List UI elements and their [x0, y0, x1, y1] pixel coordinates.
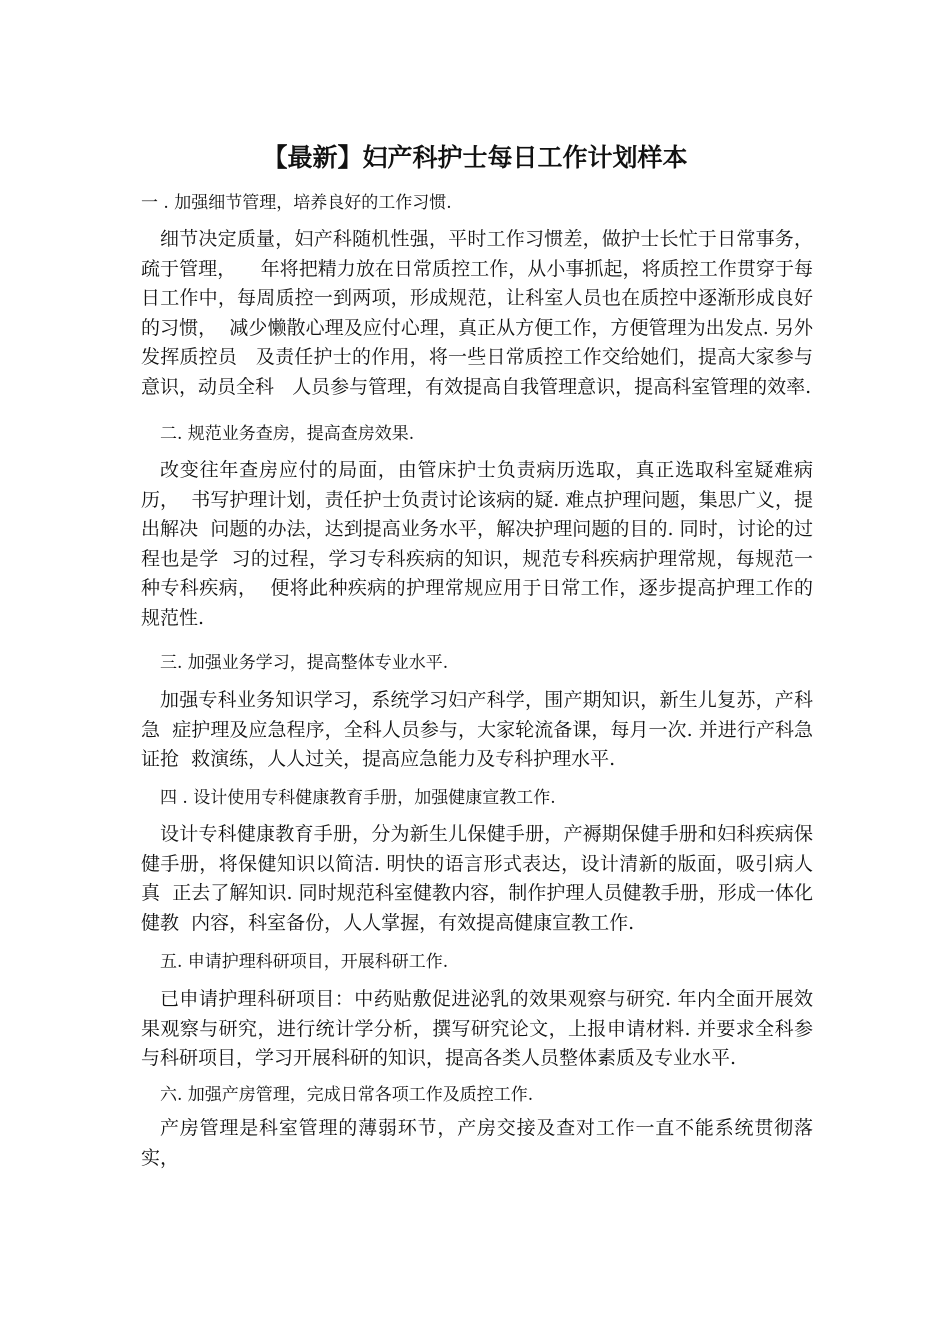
section-body-1: 细节决定质量，妇产科随机性强，平时工作习惯差，做护士长忙于日常事务，疏于管理， 年将把精力放在日常质控工作，从小事抓起，将质控工作贯穿于每日工作中，每周质控一到两项，形成规范，让科室人员也在质控中逐渐形成良好的习惯， 减少懒散心理及应付心理，真正从方便工作，方便管理为出发点. 另外发挥质控员 及责任护士的作用，将一些日常质控工作交给她们，提高大家参与意识，动员全科 人员参与管理，有效提高自我管理意识，提高科室管理的效率. [141, 228, 813, 398]
section-heading-4: 四 . 设计使用专科健康教育手册，加强健康宣教工作. [160, 788, 556, 808]
section-body-2: 改变往年查房应付的局面，由管床护士负责病历选取，真正选取科室疑难病历， 书写护理计划，责任护士负责讨论该病的疑. 难点护理问题，集思广义，提出解决 问题的办法，达到提高业务水平，解决护理问题的目的. 同时，讨论的过程也是学 习的过程，学习专科疾病的知识，规范专科疾病护理常规，每规范一种专科疾病， 便将此种疾病的护理常规应用于日常工作，逐步提高护理工作的规范性. [141, 459, 813, 629]
section-body-4: 设计专科健康教育手册，分为新生儿保健手册，产褥期保健手册和妇科疾病保 健手册，将保健知识以简洁. 明快的语言形式表达，设计清新的版面，吸引病人真 正去了解知识. 同时规范科室健教内容，制作护理人员健教手册，形成一体化健教 内容，科室备份，人人掌握，有效提高健康宣教工作. [141, 823, 826, 934]
document-title: 【最新】妇产科护士每日工作计划样本 [262, 143, 688, 172]
section-heading-5: 五. 申请护理科研项目，开展科研工作. [160, 952, 449, 972]
section-body-6: 产房管理是科室管理的薄弱环节，产房交接及查对工作一直不能系统贯彻落实， [141, 1117, 813, 1169]
section-heading-2: 二. 规范业务查房，提高查房效果. [160, 424, 415, 444]
section-heading-3: 三. 加强业务学习，提高整体专业水平. [160, 653, 449, 673]
section-heading-6: 六. 加强产房管理，完成日常各项工作及质控工作. [160, 1085, 534, 1105]
section-body-5: 已申请护理科研项目：中药贴敷促进泌乳的效果观察与研究. 年内全面开展效果观察与研究，进行统计学分析，撰写研究论文，上报申请材料. 并要求全科参与科研项目，学习开展科研的知识，提高各类人员整体素质及专业水平. [141, 988, 813, 1069]
section-body-3: 加强专科业务知识学习，系统学习妇产科学，围产期知识，新生儿复苏，产科急 症护理及应急程序，全科人员参与，大家轮流备课，每月一次. 并进行产科急证抢 救演练，人人过关，提高应急能力及专科护理水平. [141, 689, 813, 770]
section-heading-1: 一 . 加强细节管理，培养良好的工作习惯. [141, 193, 452, 213]
